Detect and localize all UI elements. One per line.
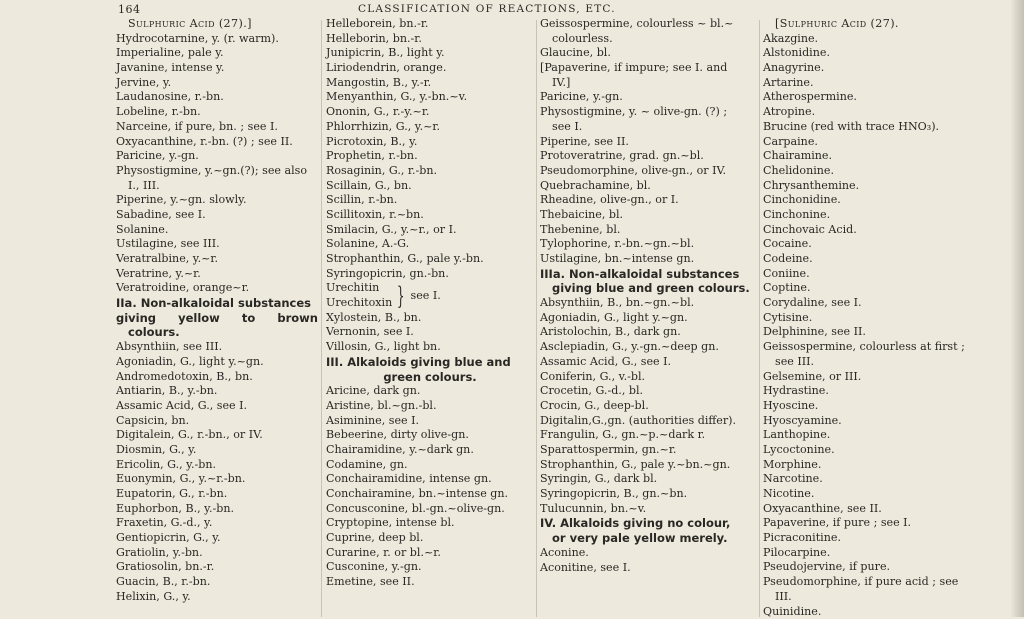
entry: Quebrachamine, bl. (540, 179, 758, 194)
entry-list (116, 340, 318, 604)
entry: Xylostein, B., bn. (326, 311, 534, 326)
entry: Prophetin, r.-bn. (326, 149, 534, 164)
column-3 (540, 17, 758, 575)
column-divider (321, 20, 322, 617)
entry: Gentiopicrin, G., y. (116, 531, 318, 546)
entry: Paricine, y.-gn. (540, 90, 758, 105)
entry: Sparattospermin, gn.~r. (540, 443, 758, 458)
section-heading: giving blue and green colours. (540, 281, 758, 296)
entry: Antiarin, B., y.-bn. (116, 384, 318, 399)
entry: Urechitin (326, 281, 392, 296)
entry: Veratrine, y.~r. (116, 267, 318, 282)
entry: Diosmin, G., y. (116, 443, 318, 458)
entry: Assamic Acid, G., see I. (540, 355, 758, 370)
entry: Junipicrin, B., light y. (326, 46, 534, 61)
page-number: 164 (118, 3, 141, 16)
entry: Absynthiin, see III. (116, 340, 318, 355)
entry: Smilacin, G., y.~r., or I. (326, 223, 534, 238)
entry: Mangostin, B., y.-r. (326, 76, 534, 91)
entry: Physostigmine, y.~gn.(?); see also (116, 164, 318, 179)
entry: Vernonin, see I. (326, 325, 534, 340)
entry-list (763, 370, 1013, 576)
entry-list (116, 32, 318, 164)
entry: Curarine, r. or bl.~r. (326, 546, 534, 561)
entry: Glaucine, bl. (540, 46, 758, 61)
entry: Solanine, A.-G. (326, 237, 534, 252)
entry: Papaverine, if pure ; see I. (763, 516, 1013, 531)
entry: Thebenine, bl. (540, 223, 758, 238)
entry: Ericolin, G., y.-bn. (116, 458, 318, 473)
entry: Aristine, bl.~gn.-bl. (326, 399, 534, 414)
entry: Solanine. (116, 223, 318, 238)
entry: Gratiosolin, bn.-r. (116, 560, 318, 575)
entry: Chairamine. (763, 149, 1013, 164)
entry: Capsicin, bn. (116, 414, 318, 429)
entry: Cinchonine. (763, 208, 1013, 223)
entry: Thebaicine, bl. (540, 208, 758, 223)
entry: Chelidonine. (763, 164, 1013, 179)
entry: Protoveratrine, grad. gn.~bl. (540, 149, 758, 164)
entry: Narceine, if pure, bn. ; see I. (116, 120, 318, 135)
entry: Pilocarpine. (763, 546, 1013, 561)
entry: Syringopicrin, B., gn.~bn. (540, 487, 758, 502)
entry: Menyanthin, G., y.-bn.~v. (326, 90, 534, 105)
entry: Piperine, y.~gn. slowly. (116, 193, 318, 208)
entry: Picrotoxin, B., y. (326, 135, 534, 150)
entry: Atropine. (763, 105, 1013, 120)
heading-word: giving (116, 311, 156, 326)
brace-note: see I. (411, 289, 441, 304)
entry: Veratroidine, orange~r. (116, 281, 318, 296)
heading-word: yellow (178, 311, 220, 326)
entry: Laudanosine, r.-bn. (116, 90, 318, 105)
entry: Picraconitine. (763, 531, 1013, 546)
entry: Asiminine, see I. (326, 414, 534, 429)
entry: Strophanthin, G., pale y.-bn. (326, 252, 534, 267)
column-2 (326, 17, 534, 590)
entry: Concusconine, bl.-gn.~olive-gn. (326, 502, 534, 517)
entry: Geissospermine, colourless at first ; (763, 340, 1013, 355)
entry: Chrysanthemine. (763, 179, 1013, 194)
entry: Rheadine, olive-gn., or I. (540, 193, 758, 208)
entry-continuation: III. (763, 590, 1013, 605)
entry: Sabadine, see I. (116, 208, 318, 223)
entry: Hydrocotarnine, y. (r. warm). (116, 32, 318, 47)
entry: Coniferin, G., v.-bl. (540, 370, 758, 385)
entry: Piperine, see II. (540, 135, 758, 150)
entry: Emetine, see II. (326, 575, 534, 590)
entry: Absynthiin, B., bn.~gn.~bl. (540, 296, 758, 311)
entry: Chairamidine, y.~dark gn. (326, 443, 534, 458)
entry: Cytisine. (763, 311, 1013, 326)
entry: Cinchovaic Acid. (763, 223, 1013, 238)
entry-list (326, 384, 534, 590)
entry: Akazgine. (763, 32, 1013, 47)
entry: Hydrastine. (763, 384, 1013, 399)
entry: Scillitoxin, r.~bn. (326, 208, 534, 223)
entry: Cryptopine, intense bl. (326, 516, 534, 531)
heading-word: brown (277, 311, 318, 326)
entry: Paricine, y.-gn. (116, 149, 318, 164)
column-1 (116, 17, 318, 605)
entry: Aconine. (540, 546, 758, 561)
entry: Helixin, G., y. (116, 590, 318, 605)
entry: Digitalein, G., r.-bn., or IV. (116, 428, 318, 443)
entry: Morphine. (763, 458, 1013, 473)
entry: Euphorbon, B., y.-bn. (116, 502, 318, 517)
entry: Cinchonidine. (763, 193, 1013, 208)
entry: Lobeline, r.-bn. (116, 105, 318, 120)
entry: Agoniadin, G., light y.~gn. (116, 355, 318, 370)
entry: Codamine, gn. (326, 458, 534, 473)
entry: Crocin, G., deep-bl. (540, 399, 758, 414)
entry: Ustilagine, see III. (116, 237, 318, 252)
entry: Pseudomorphine, olive-gn., or IV. (540, 164, 758, 179)
section-heading: green colours. (326, 370, 534, 385)
entry: Aristolochin, B., dark gn. (540, 325, 758, 340)
entry: Hyoscyamine. (763, 414, 1013, 429)
entry: Brucine (red with trace HNO₃). (763, 120, 1013, 135)
section-heading: IV. Alkaloids giving no colour, (540, 516, 758, 531)
entry: Tulucunnin, bn.~v. (540, 502, 758, 517)
entry: Coptine. (763, 281, 1013, 296)
section-continuation-title: [Sulphuric Acid (27). (763, 17, 1013, 32)
entry: Quinidine. (763, 605, 1013, 619)
section-heading: IIa. Non-alkaloidal substances (116, 296, 318, 311)
entry: Javanine, intense y. (116, 61, 318, 76)
entry: Syringopicrin, gn.-bn. (326, 267, 534, 282)
entry: Urechitoxin (326, 296, 392, 311)
entry: Narcotine. (763, 472, 1013, 487)
entry-list (540, 90, 758, 105)
entry: Pseudomorphine, if pure acid ; see (763, 575, 1013, 590)
entry: Jervine, y. (116, 76, 318, 91)
entry: Oxyacanthine, see II. (763, 502, 1013, 517)
entry-list (540, 135, 758, 267)
entry: Eupatorin, G., r.-bn. (116, 487, 318, 502)
column-4 (763, 17, 1013, 619)
section-heading: colours. (116, 325, 318, 340)
entry: Euonymin, G., y.~r.-bn. (116, 472, 318, 487)
entry: Imperialine, pale y. (116, 46, 318, 61)
entry: Pseudojervine, if pure. (763, 560, 1013, 575)
entry: Delphinine, see II. (763, 325, 1013, 340)
entry-continuation: IV.] (540, 76, 758, 91)
brace-group (326, 281, 534, 310)
entry: Syringin, G., dark bl. (540, 472, 758, 487)
entry-list (540, 296, 758, 516)
entry: Corydaline, see I. (763, 296, 1013, 311)
entry: Tylophorine, r.-bn.~gn.~bl. (540, 237, 758, 252)
entry-list (763, 32, 1013, 340)
entry-continuation: see III. (763, 355, 1013, 370)
entry-list (540, 46, 758, 61)
entry-continuation: colourless. (540, 32, 758, 47)
section-heading: or very pale yellow merely. (540, 531, 758, 546)
entry-continuation: I., III. (116, 179, 318, 194)
entry: Codeine. (763, 252, 1013, 267)
entry: Oxyacanthine, r.-bn. (?) ; see II. (116, 135, 318, 150)
entry: Artarine. (763, 76, 1013, 91)
section-heading (116, 311, 318, 326)
section-continuation-title: Sulphuric Acid (27).] (116, 17, 318, 32)
entry: Atherospermine. (763, 90, 1013, 105)
entry: Agoniadin, G., light y.~gn. (540, 311, 758, 326)
entry: [Papaverine, if impure; see I. and (540, 61, 758, 76)
entry: Geissospermine, colourless ~ bl.~ (540, 17, 758, 32)
section-heading: III. Alkaloids giving blue and (326, 355, 534, 370)
entry: Scillin, r.-bn. (326, 193, 534, 208)
entry: Gelsemine, or III. (763, 370, 1013, 385)
entry: Crocetin, G.-d., bl. (540, 384, 758, 399)
page-edge-shadow (1010, 0, 1024, 617)
entry: Lanthopine. (763, 428, 1013, 443)
curly-brace-icon: } (397, 284, 405, 308)
entry: Scillain, G., bn. (326, 179, 534, 194)
entry: Physostigmine, y. ~ olive-gn. (?) ; (540, 105, 758, 120)
entry: Fraxetin, G.-d., y. (116, 516, 318, 531)
entry-continuation: see I. (540, 120, 758, 135)
entry: Conchairamine, bn.~intense gn. (326, 487, 534, 502)
entry: Digitalin,G.,gn. (authorities differ). (540, 414, 758, 429)
entry: Frangulin, G., gn.~p.~dark r. (540, 428, 758, 443)
entry: Liriodendrin, orange. (326, 61, 534, 76)
entry: Coniine. (763, 267, 1013, 282)
entry: Alstonidine. (763, 46, 1013, 61)
entry: Nicotine. (763, 487, 1013, 502)
entry: Veratralbine, y.~r. (116, 252, 318, 267)
entry-list (116, 193, 318, 296)
entry: Carpaine. (763, 135, 1013, 150)
entry: Assamic Acid, G., see I. (116, 399, 318, 414)
running-head: CLASSIFICATION OF REACTIONS, ETC. (358, 3, 616, 15)
entry: Helleborein, bn.-r. (326, 17, 534, 32)
entry: Cuprine, deep bl. (326, 531, 534, 546)
entry: Andromedotoxin, B., bn. (116, 370, 318, 385)
entry: Cocaine. (763, 237, 1013, 252)
entry: Guacin, B., r.-bn. (116, 575, 318, 590)
entry: Lycoctonine. (763, 443, 1013, 458)
entry: Gratiolin, y.-bn. (116, 546, 318, 561)
entry: Rosaginin, G., r.-bn. (326, 164, 534, 179)
entry: Ononin, G., r.-y.~r. (326, 105, 534, 120)
entry: Ustilagine, bn.~intense gn. (540, 252, 758, 267)
entry-list (326, 17, 534, 281)
entry: Phlorrhizin, G., y.~r. (326, 120, 534, 135)
entry: Cusconine, y.-gn. (326, 560, 534, 575)
entry: Strophanthin, G., pale y.~bn.~gn. (540, 458, 758, 473)
entry: Bebeerine, dirty olive-gn. (326, 428, 534, 443)
column-divider (759, 20, 760, 617)
column-divider (536, 20, 537, 617)
entry-list (540, 546, 758, 575)
entry: Aconitine, see I. (540, 561, 758, 576)
heading-word: to (242, 311, 255, 326)
entry: Aricine, dark gn. (326, 384, 534, 399)
entry: Helleborin, bn.-r. (326, 32, 534, 47)
section-heading: IIIa. Non-alkaloidal substances (540, 267, 758, 282)
entry: Villosin, G., light bn. (326, 340, 534, 355)
entry: Hyoscine. (763, 399, 1013, 414)
entry: Conchairamidine, intense gn. (326, 472, 534, 487)
entry: Anagyrine. (763, 61, 1013, 76)
entry: Asclepiadin, G., y.-gn.~deep gn. (540, 340, 758, 355)
entry-list (326, 311, 534, 355)
